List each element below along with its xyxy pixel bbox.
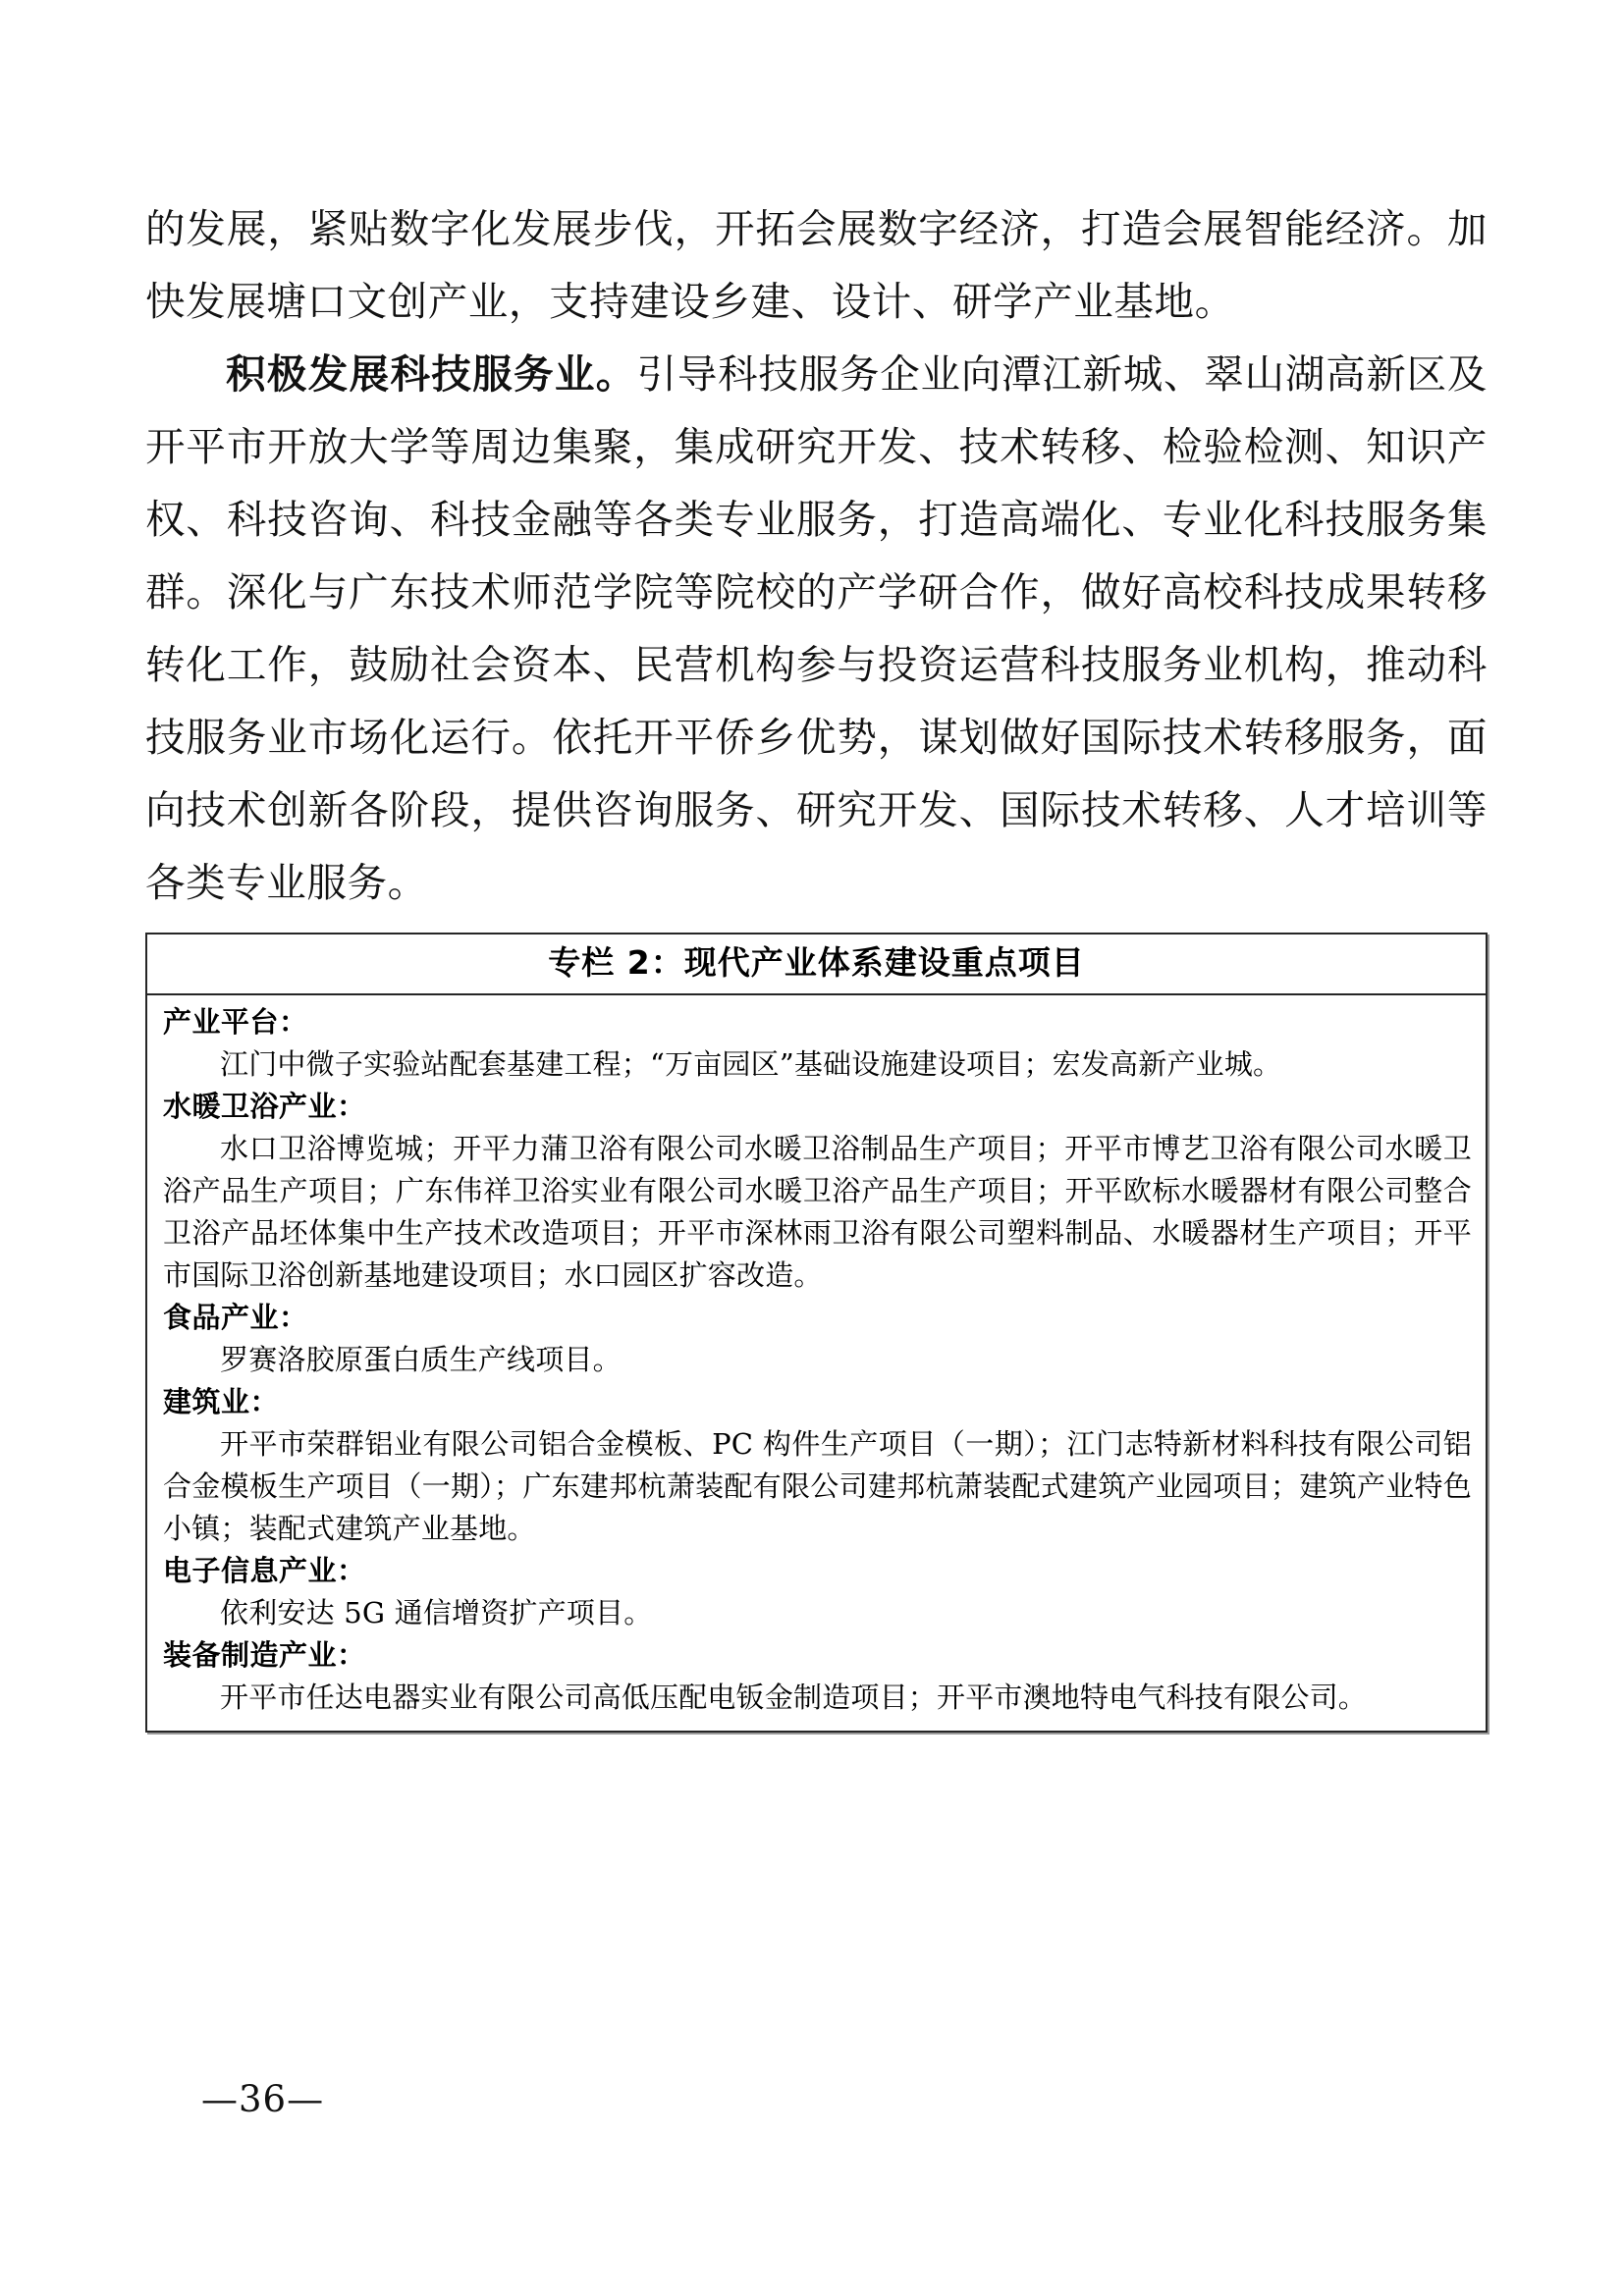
category-heading-plumbing-sanitary: 水暖卫浴产业： xyxy=(163,1090,366,1123)
category-text-plumbing-sanitary: 水口卫浴博览城；开平力蒲卫浴有限公司水暖卫浴制品生产项目；开平市博艺卫浴有限公司水暖卫浴产品生产项目；广东伟祥卫浴实业有限公司水暖卫浴产品生产项目；开平欧标水暖器材有限公司整合卫浴产品坯体集中生产技术改造项目；开平市深林雨卫浴有限公司塑料制品、水暖器材生产项目；开平市国际卫浴创新基地建设项目；水口园区扩容改造。 xyxy=(163,1132,1472,1292)
category-heading-industrial-platform: 产业平台： xyxy=(163,1005,308,1039)
page-body xyxy=(145,192,1488,1733)
paragraph-continued: 的发展，紧贴数字化发展步伐，开拓会展数字经济，打造会展智能经济。加快发展塘口文创产业，支持建设乡建、设计、研学产业基地。 xyxy=(145,205,1488,325)
category-text-industrial-platform: 江门中微子实验站配套基建工程；“万亩园区”基础设施建设项目；宏发高新产业城。 xyxy=(220,1047,1282,1081)
category-text-food: 罗赛洛胶原蛋白质生产线项目。 xyxy=(220,1343,622,1376)
paragraph-body-text: 引导科技服务企业向潭江新城、翠山湖高新区及开平市开放大学等周边集聚，集成研究开发、技术转移、检验检测、知识产权、科技咨询、科技金融等各类专业服务，打造高端化、专业化科技服务集群。深化与广东技术师范学院等院校的产学研合作，做好高校科技成果转移转化工作，鼓励社会资本、民营机构参与投资运营科技服务业机构，推动科技服务业市场化运行。依托开平侨乡优势，谋划做好国际技术转移服务，面向技术创新各阶段，提供咨询服务、研究开发、国际技术转移、人才培训等各类专业服务。 xyxy=(145,350,1488,906)
category-heading-construction: 建筑业： xyxy=(163,1385,280,1418)
page-number: —36— xyxy=(201,2078,325,2120)
category-text-construction: 开平市荣群铝业有限公司铝合金模板、PC 构件生产项目（一期）；江门志特新材料科技有限公司铝合金模板生产项目（一期）；广东建邦杭萧装配有限公司建邦杭萧装配式建筑产业园项目；建筑产业特色小镇；装配式建筑产业基地。 xyxy=(163,1427,1472,1545)
category-heading-electronics: 电子信息产业： xyxy=(163,1554,366,1587)
callout-box-column-2 xyxy=(145,933,1488,1733)
category-text-electronics: 依利安达 5G 通信增资扩产项目。 xyxy=(220,1596,653,1629)
callout-title: 专栏 2：现代产业体系建设重点项目 xyxy=(147,934,1486,995)
category-heading-equipment-manufacturing: 装备制造产业： xyxy=(163,1638,366,1672)
paragraph-tech-services xyxy=(145,338,1488,919)
paragraph-lead-in: 积极发展科技服务业。 xyxy=(226,350,637,398)
category-heading-food: 食品产业： xyxy=(163,1301,308,1334)
category-text-equipment-manufacturing: 开平市任达电器实业有限公司高低压配电钣金制造项目；开平市澳地特电气科技有限公司。 xyxy=(220,1681,1368,1714)
callout-body xyxy=(147,995,1486,1731)
